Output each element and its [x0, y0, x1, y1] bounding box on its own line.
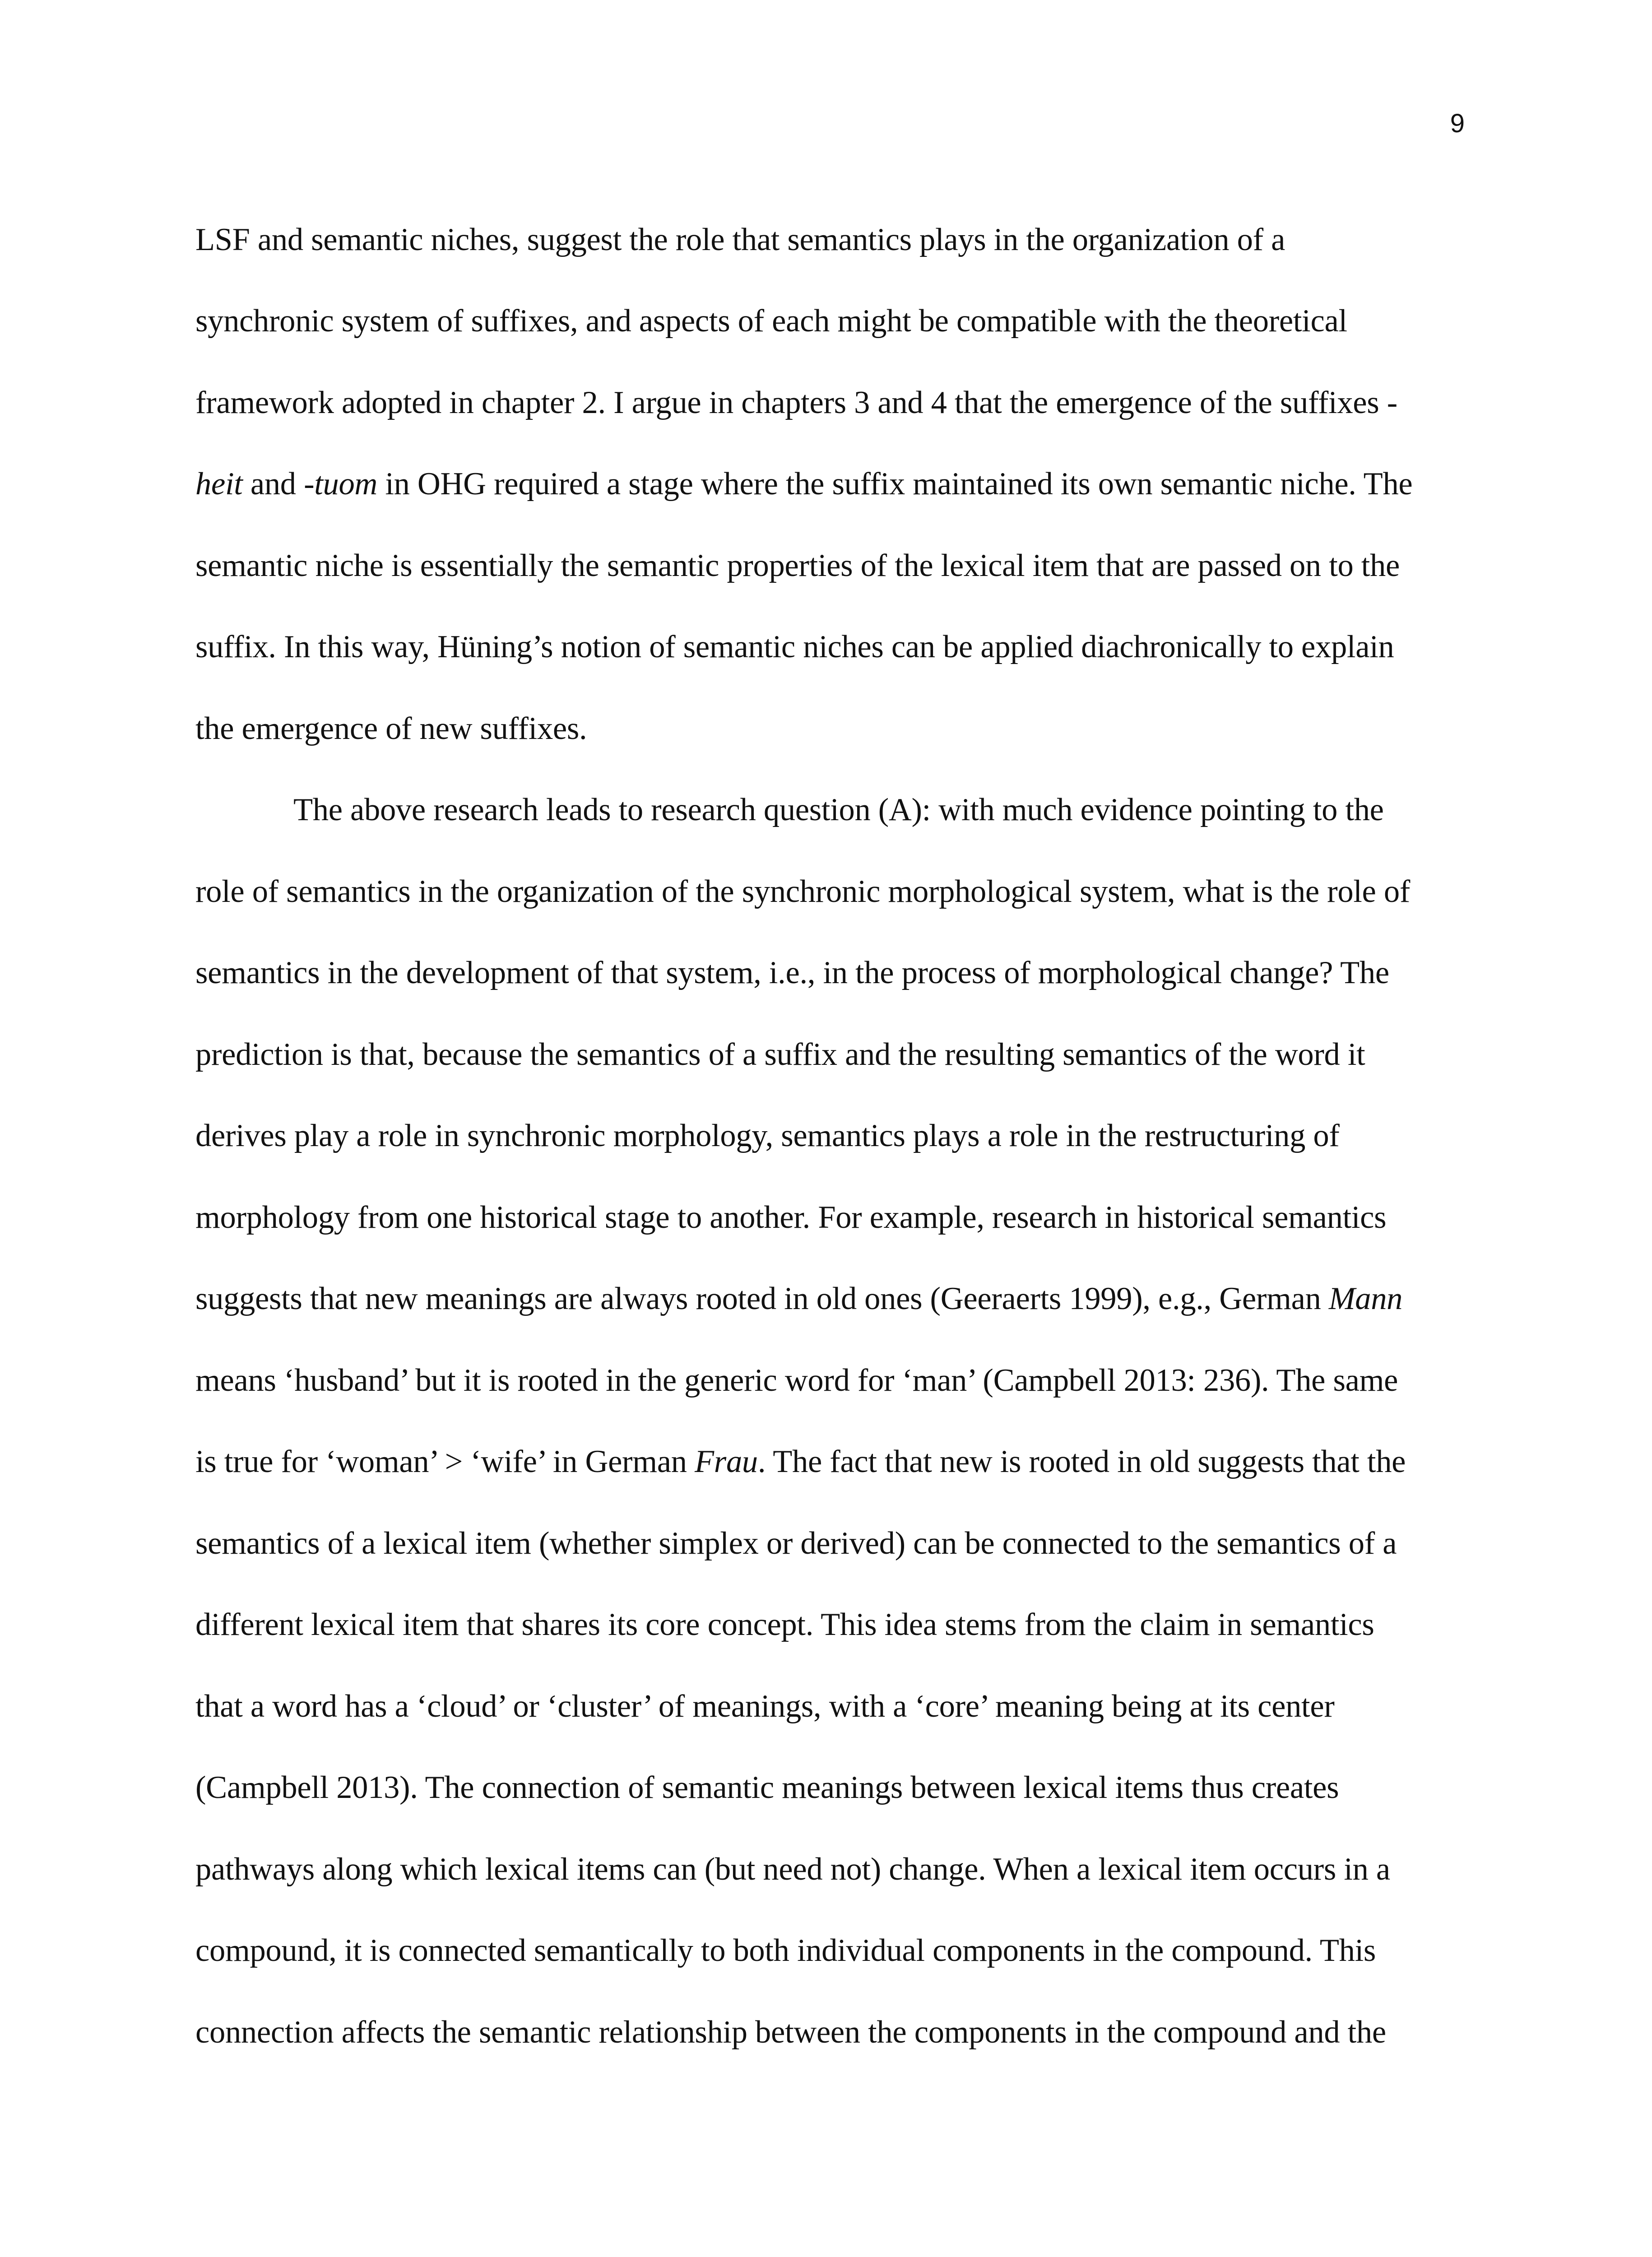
paragraph-1-line-1: LSF and semantic niches, suggest the role that semantics plays in the organization of a [195, 222, 1285, 257]
paragraph-2-line-11: different lexical item that shares its core concept. This idea stems from the claim in semantics [195, 1607, 1374, 1642]
paragraph-1-line-6: suffix. In this way, Hüning’s notion of semantic niches can be applied diachronically to explain [195, 629, 1394, 664]
italic-term-heit: heit [195, 466, 243, 502]
paragraph-2-line-7 [195, 1283, 1402, 1315]
paragraph-2-line-10: semantics of a lexical item (whether simplex or derived) can be connected to the semantics of a [195, 1526, 1397, 1561]
paragraph-1-line-3: framework adopted in chapter 2. I argue in chapters 3 and 4 that the emergence of the suffixes - [195, 385, 1397, 420]
paragraph-2-line-16: connection affects the semantic relationship between the components in the compound and the [195, 2015, 1386, 2050]
paragraph-2-line-12: that a word has a ‘cloud’ or ‘cluster’ of meanings, with a ‘core’ meaning being at its center [195, 1689, 1335, 1724]
paragraph-1-line-5: semantic niche is essentially the semantic properties of the lexical item that are passed on to the [195, 548, 1400, 583]
paragraph-2-line-15: compound, it is connected semantically to both individual components in the compound. This [195, 1933, 1376, 1968]
paragraph-2-line-13: (Campbell 2013). The connection of semantic meanings between lexical items thus creates [195, 1770, 1339, 1805]
italic-term-frau: Frau [695, 1444, 758, 1479]
text-segment: suggests that new meanings are always rooted in old ones (Geeraerts 1999), e.g., German [195, 1281, 1329, 1316]
paragraph-2-line-9 [195, 1446, 1406, 1478]
paragraph-2-line-4: prediction is that, because the semantics of a suffix and the resulting semantics of the word it [195, 1037, 1365, 1072]
text-segment: and [242, 466, 304, 502]
paragraph-2-line-2: role of semantics in the organization of the synchronic morphological system, what is the role of [195, 874, 1411, 909]
text-segment: is true for ‘woman’ > ‘wife’ in German [195, 1444, 695, 1479]
italic-term-mann: Mann [1328, 1281, 1403, 1316]
paragraph-1-line-2: synchronic system of suffixes, and aspects of each might be compatible with the theoretical [195, 303, 1347, 339]
paragraph-2-line-5: derives play a role in synchronic morphology, semantics plays a role in the restructuring of [195, 1118, 1340, 1153]
text-segment: . The fact that new is rooted in old suggests that the [757, 1444, 1406, 1479]
paragraph-1-line-7: the emergence of new suffixes. [195, 711, 587, 746]
paragraph-2-line-14: pathways along which lexical items can (but need not) change. When a lexical item occurs in a [195, 1852, 1390, 1887]
italic-term-tuom: -tuom [304, 466, 378, 502]
paragraph-2-line-1: The above research leads to research question (A): with much evidence pointing to the [293, 792, 1384, 827]
paragraph-2-line-8: means ‘husband’ but it is rooted in the generic word for ‘man’ (Campbell 2013: 236). The same [195, 1363, 1398, 1398]
paragraph-2-line-3: semantics in the development of that system, i.e., in the process of morphological change? The [195, 955, 1389, 990]
paragraph-1-line-4 [195, 468, 1412, 500]
text-segment: in OHG required a stage where the suffix maintained its own semantic niche. The [377, 466, 1413, 502]
page-number: 9 [1450, 109, 1465, 138]
paragraph-2-line-6: morphology from one historical stage to another. For example, research in historical semantics [195, 1200, 1387, 1235]
